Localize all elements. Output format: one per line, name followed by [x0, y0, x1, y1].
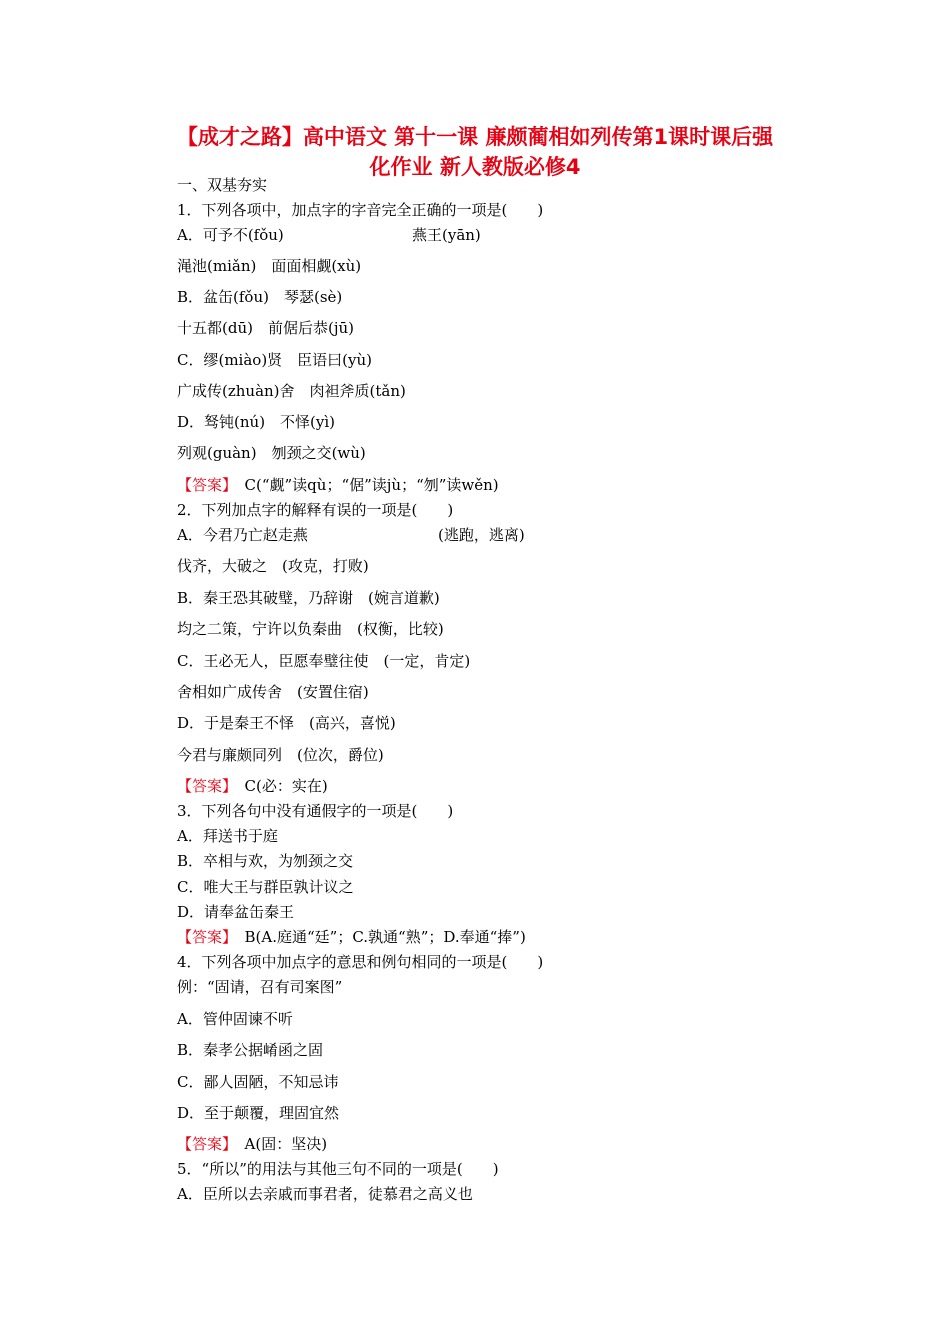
question-4-option-c: C．鄙人固陋，不知忌讳	[177, 1073, 339, 1091]
answer-tag: 【答案】	[177, 1135, 230, 1153]
question-4-option-b: B．秦孝公据崤函之固	[177, 1041, 324, 1059]
question-2-option-b-line2: 均之二策，宁许以负秦曲 (权衡，比较)	[177, 620, 444, 638]
question-2-option-d-line1: D．于是秦王不怿 (高兴，喜悦)	[177, 714, 396, 732]
question-2-option-b-line1: B．秦王恐其破璧，乃辞谢 (婉言道歉)	[177, 589, 440, 607]
document-title-line-2: 化作业 新人教版必修4	[369, 155, 581, 179]
answer-tag: 【答案】	[177, 476, 230, 494]
question-2-option-a-line1: A．今君乃亡赵走燕	[177, 526, 308, 544]
question-2-option-c-line1: C．王必无人，臣愿奉璧往使 (一定，肯定)	[177, 652, 471, 670]
question-2-option-d-line2: 今君与廉颇同列 (位次，爵位)	[177, 746, 384, 764]
question-4-stem: 4．下列各项中加点字的意思和例句相同的一项是( )	[177, 953, 544, 971]
question-1-answer	[177, 475, 499, 495]
question-4-example: 例：“固请，召有司案图”	[177, 978, 343, 996]
question-2-option-a-line2: 伐齐，大破之 (攻克，打败)	[177, 557, 369, 575]
question-3-option-c: C．唯大王与群臣孰计议之	[177, 878, 354, 896]
question-3-option-d: D．请奉盆缶秦王	[177, 903, 295, 921]
answer-tag: 【答案】	[177, 777, 230, 795]
answer-text: B(A.庭通“廷”；C.孰通“熟”；D.奉通“捧”)	[229, 928, 526, 946]
answer-text: C(必：实在)	[229, 777, 328, 795]
question-1-option-b-line1: B．盆缶(fǒu) 琴瑟(sè)	[177, 288, 343, 306]
question-1-option-c-line1: C．缪(miào)贤 臣语曰(yù)	[177, 351, 373, 369]
question-1-option-a-line1: A．可予不(fǒu)	[177, 226, 284, 244]
question-2-answer	[177, 776, 328, 796]
question-2-option-a-gloss: (逃跑，逃离)	[438, 526, 525, 544]
question-5-stem: 5．“所以”的用法与其他三句不同的一项是( )	[177, 1160, 499, 1178]
question-1-option-c-line2: 广成传(zhuàn)舍 肉袒斧质(tǎn)	[177, 382, 406, 400]
answer-text: C(“觑”读qù；“倨”读jù；“刎”读wěn)	[229, 476, 499, 494]
document-title-line-1: 【成才之路】高中语文 第十一课 廉颇蔺相如列传第1课时课后强	[176, 125, 774, 149]
question-1-stem: 1．下列各项中，加点字的字音完全正确的一项是( )	[177, 201, 544, 219]
question-1-option-a-item2: 燕王(yān)	[412, 226, 481, 244]
question-1-option-b-line2: 十五都(dū) 前倨后恭(jū)	[177, 319, 354, 337]
question-1-option-a-line2: 渑池(miǎn) 面面相觑(xù)	[177, 257, 362, 275]
question-3-option-a: A．拜送书于庭	[177, 827, 278, 845]
question-3-answer	[177, 927, 526, 947]
question-3-option-b: B．卒相与欢，为刎颈之交	[177, 852, 354, 870]
question-2-option-c-line2: 舍相如广成传舍 (安置住宿)	[177, 683, 369, 701]
question-4-option-a: A．管仲固谏不听	[177, 1010, 293, 1028]
answer-text: A(固：坚决)	[229, 1135, 328, 1153]
question-4-answer	[177, 1134, 327, 1154]
question-5-option-a: A．臣所以去亲戚而事君者，徒慕君之高义也	[177, 1185, 473, 1203]
answer-tag: 【答案】	[177, 928, 230, 946]
question-1-option-d-line2: 列观(guàn) 刎颈之交(wù)	[177, 444, 366, 462]
question-1-option-d-line1: D．驽钝(nú) 不怿(yì)	[177, 413, 336, 431]
question-3-stem: 3．下列各句中没有通假字的一项是( )	[177, 802, 454, 820]
question-2-stem: 2．下列加点字的解释有误的一项是( )	[177, 501, 454, 519]
question-4-option-d: D．至于颠覆，理固宜然	[177, 1104, 340, 1122]
section-heading: 一、双基夯实	[177, 176, 268, 194]
